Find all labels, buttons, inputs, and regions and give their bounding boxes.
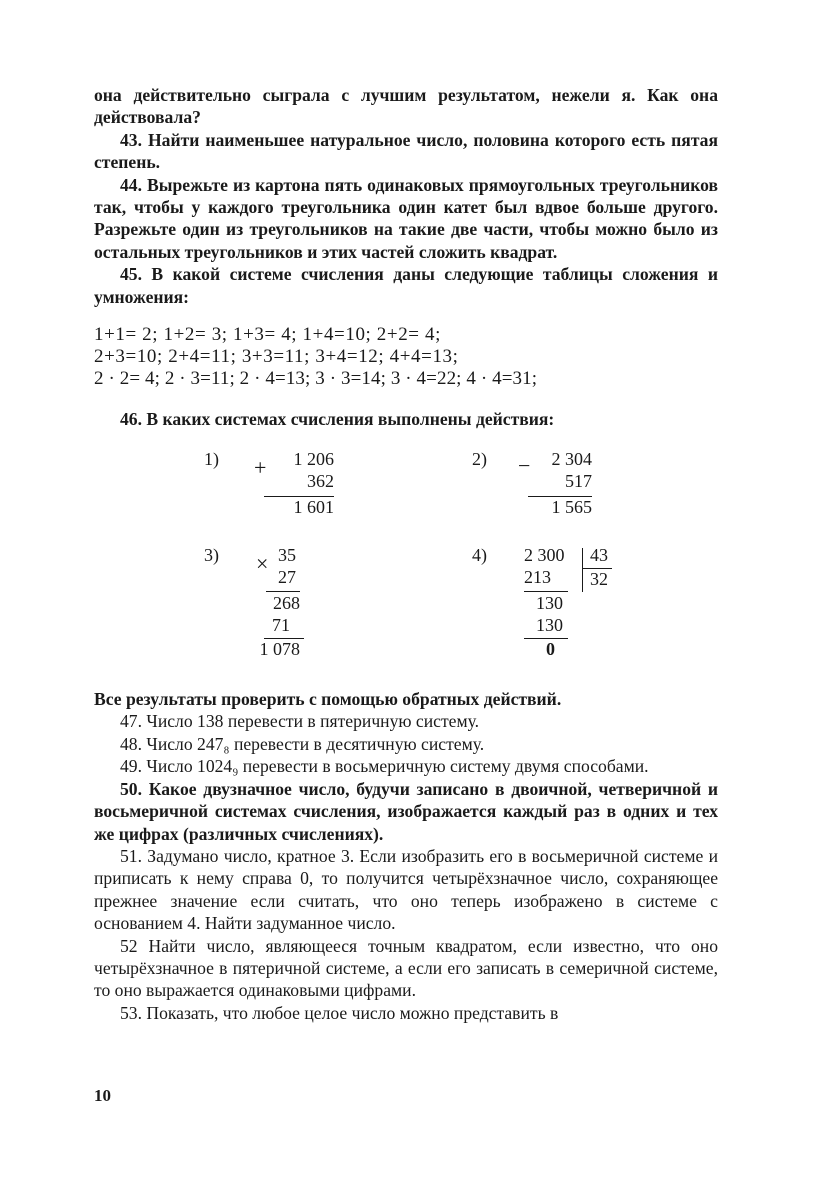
table-line-1: 1+1= 2; 1+2= 3; 1+3= 4; 1+4=10; 2+2= 4;: [94, 324, 441, 346]
example-3-p2: 71: [272, 615, 290, 636]
example-2-a: 2 304: [551, 449, 592, 470]
example-3-label: 3): [204, 545, 219, 566]
problem-45: 45. В какой системе счисления даны следующие таблицы сложения и умножения:: [94, 264, 718, 307]
example-2: [472, 448, 592, 538]
example-4-quotient: 32: [590, 569, 608, 590]
table-line-3: 2 · 2= 4; 2 · 3=11; 2 · 4=13; 3 · 3=14; 3 · 4=22; 4 · 4=31;: [94, 368, 538, 390]
example-3-result: 1 078: [259, 639, 300, 660]
example-4: [472, 544, 622, 674]
example-2-result: 1 565: [551, 497, 592, 518]
example-4-dividend: 2 300: [524, 545, 565, 566]
minus-sign: −: [518, 453, 531, 479]
problem-50: 50. Какое двузначное число, будучи записано в двоичной, четверичной и восьмеричной системах счисления, изображается каждый раз в одних и тех же цифрах (различных счислениях).: [94, 778, 718, 844]
problem-51: 51. Задумано число, кратное 3. Если изобразить его в восьмеричной системе и приписать к нему справа 0, то получится четырёхзначное число, сохраняющее прежнее значение если считать, что оно теперь изображено в системе с основанием 4. Найти задуманное число.: [94, 845, 718, 934]
table-line-2: 2+3=10; 2+4=11; 3+3=11; 3+4=12; 4+4=13;: [94, 346, 459, 368]
problem-43: 43. Найти наименьшее натуральное число, половина которого есть пятая степень.: [94, 129, 718, 173]
problem-46-block: [94, 408, 718, 688]
problem-52: 52 Найти число, являющееся точным квадратом, если известно, что оно четырёхзначное в пятеричной системе, а если его записать в семеричной системе, то оно выражается одинаковыми цифрами.: [94, 935, 718, 1001]
problem-48: 48. Число 247₈ перевести в десятичную систему.: [120, 733, 485, 754]
example-4-sub1: 213: [524, 567, 551, 588]
example-1-label: 1): [204, 449, 219, 470]
problem-53: 53. Показать, что любое целое число можно представить в: [120, 1002, 559, 1023]
example-4-sub2: 130: [536, 615, 563, 636]
problem-46: 46. В каких системах счисления выполнены действия:: [120, 409, 555, 430]
verification-note: Все результаты проверить с помощью обратных действий.: [94, 689, 562, 710]
example-4-divisor: 43: [590, 545, 608, 566]
page-body: [94, 84, 718, 1024]
example-4-rem1: 130: [536, 593, 563, 614]
example-3-p1: 268: [273, 593, 300, 614]
example-4-label: 4): [472, 545, 487, 566]
paragraph-continued: она действительно сыграла с лучшим результатом, нежели я. Как она действовала?: [94, 85, 718, 128]
times-sign: ×: [256, 551, 269, 577]
example-4-result: 0: [546, 639, 555, 660]
arithmetic-tables: [94, 324, 718, 390]
example-3-a: 35: [278, 545, 296, 566]
example-3: [204, 544, 314, 664]
problem-49: 49. Число 1024₉ перевести в восьмеричную систему двумя способами.: [120, 756, 649, 777]
example-3-b: 27: [278, 567, 296, 588]
example-1: [204, 448, 334, 538]
example-1-a: 1 206: [293, 449, 334, 470]
problem-44: 44. Вырежьте из картона пять одинаковых прямоугольных треугольников так, чтобы у каждого треугольника один катет был вдвое больше другого. Разрежьте один из треугольников на такие две части, чтобы можно было из остальных треугольников и этих частей сложить квадрат.: [94, 174, 718, 262]
example-2-label: 2): [472, 449, 487, 470]
example-1-result: 1 601: [293, 497, 334, 518]
example-4-vbar: [582, 548, 583, 592]
example-1-b: 362: [307, 471, 334, 492]
plus-sign: +: [254, 455, 267, 481]
page-number: 10: [94, 1086, 111, 1105]
problem-47: 47. Число 138 перевести в пятеричную систему.: [120, 711, 480, 732]
example-2-b: 517: [565, 471, 592, 492]
